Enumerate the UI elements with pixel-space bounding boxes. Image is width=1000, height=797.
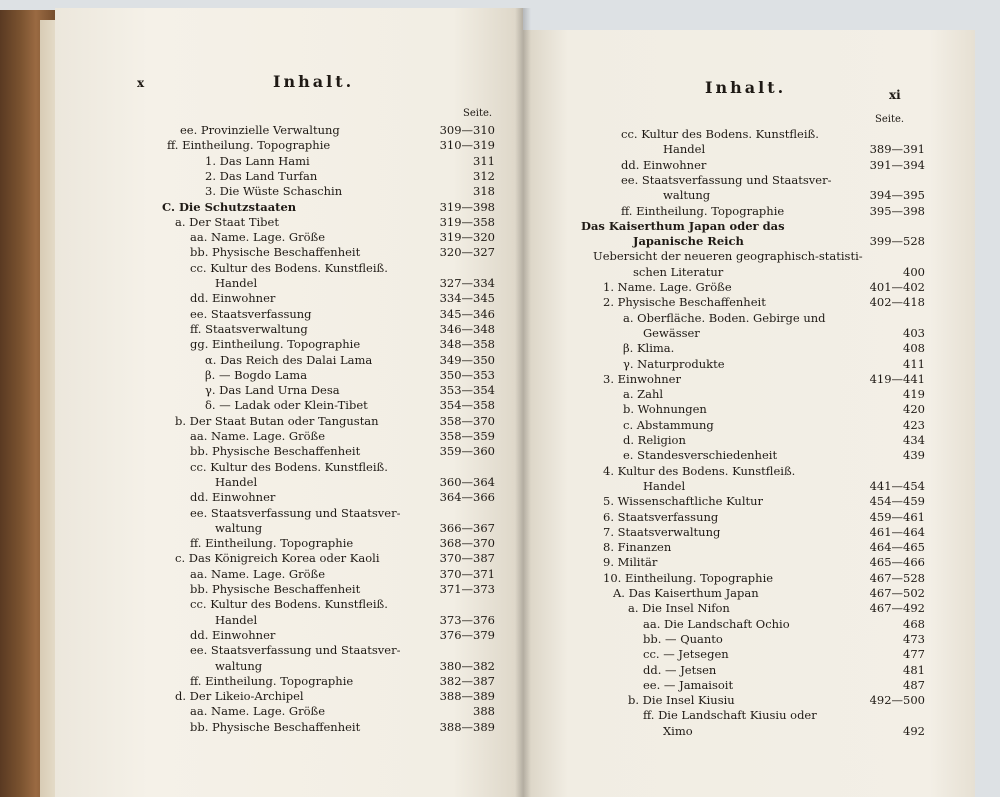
toc-entry-text: Japanische Reich [633, 234, 744, 249]
toc-entry-pages: 492 [903, 723, 925, 738]
toc-entry-text: Ximo [663, 723, 693, 738]
toc-entry-pages: 459—461 [869, 509, 925, 524]
toc-entry-text: dd. Einwohner [621, 157, 707, 172]
toc-entry-text: ee. Provinzielle Verwaltung [180, 123, 340, 137]
toc-entry-text: waltung [215, 520, 263, 535]
toc-entry-pages: 370—387 [439, 551, 495, 566]
toc-entry-pages: 464—465 [869, 540, 925, 555]
toc-entry-pages: 345—346 [439, 306, 495, 321]
toc-entry-text: c. Abstammung [623, 417, 714, 432]
toc-entry-pages: 327—334 [439, 276, 495, 290]
toc-entry-pages: 434 [903, 433, 925, 447]
toc-entry-text: Handel [215, 474, 258, 489]
toc-entry-pages: 350—353 [439, 367, 495, 382]
book-gutter [515, 8, 531, 797]
toc-entry-text: 6. Staatsverfassung [603, 509, 719, 524]
toc-entry-pages: 368—370 [439, 536, 495, 551]
toc-entry-pages: 388—389 [439, 719, 495, 734]
toc-entry-pages: 346—348 [439, 321, 495, 336]
toc-entry-pages: 465—466 [869, 555, 925, 570]
toc-entry-text: cc. Kultur des Bodens. Kunstfleiß. [190, 459, 388, 474]
toc-entry-text: ff. Eintheilung. Topographie [167, 138, 331, 153]
toc-entry-text: δ. — Ladak oder Klein-Tibet [205, 398, 368, 413]
toc-entry-pages: 423 [903, 417, 925, 432]
toc-entry-pages: 400 [903, 264, 925, 279]
toc-entry-text: dd. — Jetsen [643, 662, 717, 677]
toc-entry-text: γ. Naturprodukte [623, 356, 725, 371]
toc-entry-text: d. Religion [623, 433, 686, 447]
toc-entry-pages: 373—376 [439, 612, 495, 627]
toc-entry-pages: 439 [903, 448, 925, 463]
toc-entry-text: ff. Staatsverwaltung [190, 321, 308, 336]
toc-entry-text: d. Der Likeio-Archipel [175, 689, 304, 704]
toc-entry-pages: 311 [473, 153, 495, 168]
toc-entry-text: dd. Einwohner [190, 490, 276, 505]
toc-entry-pages: 441—454 [869, 478, 925, 493]
toc-entry-text: bb. Physische Beschaffenheit [190, 719, 361, 734]
toc-entry-text: 7. Staatsverwaltung [603, 524, 721, 539]
toc-entry-text: 8. Finanzen [603, 540, 672, 555]
toc-entry-text: cc. Kultur des Bodens. Kunstfleiß. [190, 597, 388, 612]
page-header: Inhalt. [705, 78, 787, 97]
toc-entry-text: Uebersicht der neueren geographisch-statisti- [593, 249, 863, 264]
toc-entry-text: a. Die Insel Nifon [628, 601, 730, 616]
page-header: Inhalt. [273, 72, 355, 91]
toc-entry-text: a. Zahl [623, 387, 664, 402]
toc-entry-pages: 473 [903, 631, 925, 646]
toc-entry-text: e. Standesverschiedenheit [623, 448, 778, 463]
toc-entry-text: 2. Physische Beschaffenheit [603, 295, 766, 310]
toc-entry-text: Handel [663, 142, 706, 157]
toc-entry-pages: 408 [903, 341, 925, 356]
toc-entry-text: Handel [215, 612, 258, 627]
toc-entry-text: C. Die Schutzstaaten [162, 199, 297, 214]
toc-entry-text: aa. Name. Lage. Größe [190, 429, 326, 443]
toc-entry-text: bb. — Quanto [643, 631, 723, 646]
toc-entry-text: b. Der Staat Butan oder Tangustan [175, 413, 379, 428]
toc-entry-pages: 310—319 [439, 138, 495, 153]
toc-entry-text: Handel [643, 478, 686, 493]
toc-entry-pages: 319—320 [439, 230, 495, 245]
toc-entry-pages: 360—364 [439, 474, 495, 489]
toc-entry-pages: 364—366 [439, 490, 495, 505]
toc-entry-text: ee. — Jamaisoit [643, 677, 734, 692]
toc-entry-pages: 419 [903, 387, 925, 402]
toc-entry-pages: 411 [903, 356, 925, 371]
toc-entry-pages: 309—310 [439, 123, 495, 137]
toc-entry-text: aa. Name. Lage. Größe [190, 566, 326, 581]
toc-entry-pages: 312 [473, 168, 495, 183]
toc-entry-text: bb. Physische Beschaffenheit [190, 245, 361, 260]
toc-entry-pages: 391—394 [869, 157, 925, 172]
toc-entry-pages: 481 [903, 662, 925, 677]
toc-entry-pages: 388 [473, 704, 495, 719]
toc-entry-pages: 380—382 [439, 658, 495, 673]
toc-entry-text: dd. Einwohner [190, 627, 276, 642]
toc-entry-text: ee. Staatsverfassung [190, 306, 312, 321]
toc-entry-pages: 468 [903, 616, 925, 631]
toc-entry-text: waltung [215, 658, 263, 673]
page-number: x [137, 76, 145, 90]
toc-entry-text: 3. Einwohner [603, 371, 681, 386]
toc-entry-text: Handel [215, 276, 258, 290]
toc-entry-text: cc. Kultur des Bodens. Kunstfleiß. [621, 127, 819, 141]
toc-entry-pages: 370—371 [439, 566, 495, 581]
toc-entry-text: ee. Staatsverfassung und Staatsver- [621, 172, 832, 187]
toc-entry-pages: 359—360 [439, 444, 495, 459]
toc-entry-pages: 353—354 [439, 383, 495, 398]
toc-entry-text: ff. Eintheilung. Topographie [621, 203, 785, 218]
toc-entry-pages: 394—395 [869, 188, 925, 203]
toc-entry-text: b. Wohnungen [623, 402, 707, 417]
toc-entry-pages: 349—350 [439, 352, 495, 367]
toc-entry-text: γ. Das Land Urna Desa [205, 383, 340, 398]
toc-entry-text: 1. Das Lann Hami [205, 153, 310, 168]
toc-entry-pages: 358—370 [439, 413, 495, 428]
toc-entry-text: ff. Die Landschaft Kiusiu oder [643, 708, 817, 723]
toc-entry-text: 4. Kultur des Bodens. Kunstfleiß. [603, 463, 796, 478]
toc-entry-text: c. Das Königreich Korea oder Kaoli [175, 551, 380, 566]
toc-entry-text: cc. Kultur des Bodens. Kunstfleiß. [190, 260, 388, 275]
toc-entry-text: Das Kaiserthum Japan oder das [581, 218, 785, 233]
toc-entry-pages: 320—327 [439, 245, 495, 260]
toc-entry-text: ee. Staatsverfassung und Staatsver- [190, 643, 401, 658]
toc-entry-pages: 467—502 [869, 586, 925, 600]
toc-entry-text: bb. Physische Beschaffenheit [190, 444, 361, 459]
toc-entry-text: ff. Eintheilung. Topographie [190, 536, 354, 551]
toc-entry-pages: 487 [903, 677, 925, 692]
toc-entry-pages: 467—492 [869, 601, 925, 616]
toc-entry-pages: 477 [903, 647, 925, 662]
toc-entry-pages: 389—391 [869, 142, 925, 157]
toc-entry-pages: 419—441 [869, 371, 925, 386]
toc-entry-pages: 318 [473, 184, 495, 199]
toc-entry-text: dd. Einwohner [190, 291, 276, 306]
toc-entry-pages: 334—345 [439, 291, 495, 306]
toc-entry-text: b. Die Insel Kiusiu [628, 693, 735, 708]
toc-entry-pages: 376—379 [439, 627, 495, 642]
seite-label: Seite. [463, 108, 493, 119]
toc-entry-text: A. Das Kaiserthum Japan [613, 586, 759, 600]
toc-entry-pages: 401—402 [869, 280, 925, 294]
toc-entry-pages: 467—528 [869, 570, 925, 585]
toc-entry-pages: 461—464 [869, 524, 925, 539]
toc-entry-text: β. — Bogdo Lama [205, 367, 308, 382]
toc-entry-text: Gewässer [643, 325, 700, 340]
toc-entry-pages: 388—389 [439, 689, 495, 704]
right-page [523, 30, 975, 797]
toc-entry-pages: 319—398 [439, 199, 495, 214]
toc-entry-text: waltung [663, 188, 711, 203]
left-page [55, 8, 523, 797]
toc-entry-pages: 371—373 [439, 582, 495, 596]
toc-entry-text: a. Der Staat Tibet [175, 214, 279, 229]
toc-entry-text: a. Oberfläche. Boden. Gebirge und [623, 310, 826, 325]
toc-entry-text: aa. Name. Lage. Größe [190, 704, 326, 719]
toc-entry-pages: 492—500 [869, 693, 925, 708]
toc-entry-pages: 382—387 [439, 673, 495, 688]
toc-entry-text: β. Klima. [623, 341, 675, 356]
toc-entry-pages: 319—358 [439, 214, 495, 229]
page-number: xi [889, 88, 901, 102]
toc-entry-text: 5. Wissenschaftliche Kultur [603, 494, 764, 509]
toc-entry-pages: 395—398 [869, 203, 925, 218]
toc-entry-text: cc. — Jetsegen [643, 647, 729, 662]
toc-entry-pages: 420 [903, 402, 925, 417]
toc-entry-text: schen Literatur [633, 264, 724, 279]
toc-entry-pages: 348—358 [439, 337, 495, 352]
toc-entry-pages: 354—358 [439, 398, 495, 413]
toc-entry-text: gg. Eintheilung. Topographie [190, 337, 361, 352]
toc-entry-pages: 399—528 [869, 234, 925, 249]
toc-entry-pages: 358—359 [439, 429, 495, 443]
toc-entry-text: α. Das Reich des Dalai Lama [205, 352, 373, 367]
toc-entry-text: 3. Die Wüste Schaschin [205, 184, 343, 199]
toc-entry-pages: 403 [903, 325, 925, 340]
toc-entry-text: ee. Staatsverfassung und Staatsver- [190, 505, 401, 520]
toc-entry-text: aa. Die Landschaft Ochio [643, 616, 790, 631]
toc-entry-text: 2. Das Land Turfan [205, 168, 318, 183]
seite-label: Seite. [875, 114, 905, 125]
toc-entry-text: 1. Name. Lage. Größe [603, 280, 732, 294]
toc-entry-text: ff. Eintheilung. Topographie [190, 673, 354, 688]
toc-entry-text: aa. Name. Lage. Größe [190, 230, 326, 245]
toc-entry-text: bb. Physische Beschaffenheit [190, 582, 361, 596]
toc-entry-text: 10. Eintheilung. Topographie [603, 570, 774, 585]
toc-entry-pages: 454—459 [869, 494, 925, 509]
toc-entry-pages: 402—418 [869, 295, 925, 310]
toc-entry-text: 9. Militär [603, 555, 658, 570]
toc-entry-pages: 366—367 [439, 520, 495, 535]
